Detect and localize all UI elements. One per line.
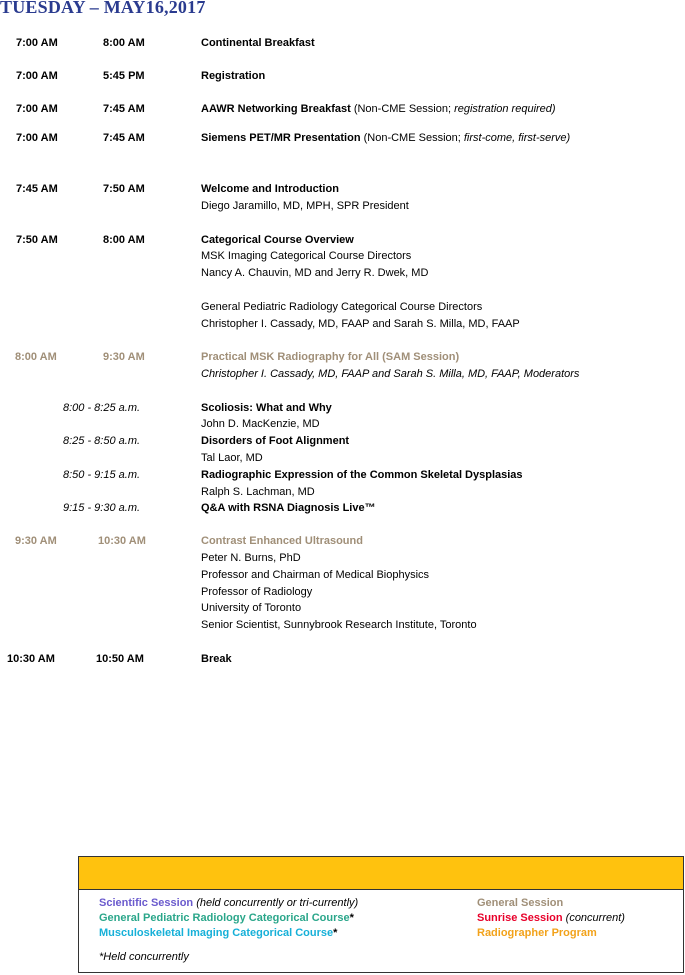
- start-time: 7:50 AM: [16, 234, 58, 246]
- talk-title: Scoliosis: What and Why: [201, 402, 332, 414]
- session-detail: Nancy A. Chauvin, MD and Jerry R. Dwek, MD: [201, 267, 429, 279]
- session-note-italic: registration required): [454, 103, 556, 115]
- start-time: 7:45 AM: [16, 183, 58, 195]
- talk-title: Disorders of Foot Alignment: [201, 435, 350, 447]
- start-time: 7:00 AM: [16, 103, 58, 115]
- session-title: Registration: [201, 70, 266, 82]
- talk-speaker: Tal Laor, MD: [201, 452, 263, 464]
- session-title: Practical MSK Radiography for All (SAM Session): [201, 351, 460, 363]
- end-time: 10:30 AM: [98, 535, 146, 547]
- legend-gen-peds-label: General Pediatric Radiology Categorical Course: [99, 912, 350, 924]
- end-time: 7:45 AM: [103, 132, 145, 144]
- legend-sunrise-label: Sunrise Session: [477, 912, 563, 924]
- end-time: 8:00 AM: [103, 234, 145, 246]
- legend-sunrise: [477, 912, 625, 925]
- speaker-detail: University of Toronto: [201, 602, 302, 614]
- legend-general: General Session: [477, 897, 564, 909]
- talk-speaker: John D. MacKenzie, MD: [201, 418, 320, 430]
- start-time: 7:00 AM: [16, 70, 58, 82]
- legend-scientific-label: Scientific Session: [99, 897, 194, 909]
- session-line: [201, 132, 570, 145]
- end-time: 10:50 AM: [96, 653, 144, 665]
- legend-header-bar: [79, 857, 683, 890]
- end-time: 9:30 AM: [103, 351, 145, 363]
- legend-asterisk: *: [349, 912, 354, 924]
- speaker-detail: Peter N. Burns, PhD: [201, 552, 301, 564]
- talk-speaker: Ralph S. Lachman, MD: [201, 486, 315, 498]
- session-detail: MSK Imaging Categorical Course Directors: [201, 250, 412, 262]
- talk-time: 8:00 - 8:25 a.m.: [63, 402, 141, 414]
- session-title: AAWR Networking Breakfast: [201, 103, 351, 115]
- talk-title: Radiographic Expression of the Common Skeletal Dysplasias: [201, 469, 523, 481]
- session-title: Categorical Course Overview: [201, 234, 354, 246]
- session-detail: Christopher I. Cassady, MD, FAAP and Sarah S. Milla, MD, FAAP: [201, 318, 520, 330]
- end-time: 7:50 AM: [103, 183, 145, 195]
- legend-scientific: [99, 897, 358, 910]
- session-note: (Non-CME Session;: [350, 103, 455, 115]
- session-line: [201, 103, 556, 116]
- end-time: 7:45 AM: [103, 103, 145, 115]
- speaker-detail: Professor and Chairman of Medical Biophysics: [201, 569, 430, 581]
- session-title: Welcome and Introduction: [201, 183, 339, 195]
- legend-held-note: *Held concurrently: [99, 951, 189, 963]
- legend-asterisk: *: [333, 927, 338, 939]
- speaker-detail: Professor of Radiology: [201, 586, 313, 598]
- start-time: 8:00 AM: [15, 351, 57, 363]
- speaker-detail: Senior Scientist, Sunnybrook Research Institute, Toronto: [201, 619, 477, 631]
- legend-gen-peds: [99, 912, 354, 925]
- session-note-italic: first-come, first-serve): [463, 132, 571, 144]
- session-title: Contrast Enhanced Ultrasound: [201, 535, 363, 547]
- start-time: 7:00 AM: [16, 132, 58, 144]
- session-title: Siemens PET/MR Presentation: [201, 132, 361, 144]
- start-time: 7:00 AM: [16, 37, 58, 49]
- session-title: Continental Breakfast: [201, 37, 315, 49]
- talk-time: 8:25 - 8:50 a.m.: [63, 435, 141, 447]
- talk-title: Q&A with RSNA Diagnosis Live™: [201, 502, 376, 514]
- talk-time: 9:15 - 9:30 a.m.: [63, 502, 141, 514]
- legend-msk: [99, 927, 337, 940]
- legend-scientific-note: (held concurrently or tri-currently): [193, 897, 359, 909]
- talk-time: 8:50 - 9:15 a.m.: [63, 469, 141, 481]
- start-time: 10:30 AM: [7, 653, 55, 665]
- session-detail: General Pediatric Radiology Categorical Course Directors: [201, 301, 483, 313]
- session-note: (Non-CME Session;: [360, 132, 464, 144]
- speaker: Diego Jaramillo, MD, MPH, SPR President: [201, 200, 409, 212]
- moderators: Christopher I. Cassady, MD, FAAP and Sarah S. Milla, MD, FAAP, Moderators: [201, 368, 580, 380]
- legend-box: [78, 856, 684, 973]
- legend-sunrise-note: (concurrent): [562, 912, 625, 924]
- legend-radiographer: Radiographer Program: [477, 927, 597, 939]
- end-time: 8:00 AM: [103, 37, 145, 49]
- start-time: 9:30 AM: [15, 535, 57, 547]
- end-time: 5:45 PM: [103, 70, 145, 82]
- session-title: Break: [201, 653, 232, 665]
- page-title: TUESDAY – MAY16,2017: [0, 0, 206, 17]
- legend-msk-label: Musculoskeletal Imaging Categorical Course: [99, 927, 334, 939]
